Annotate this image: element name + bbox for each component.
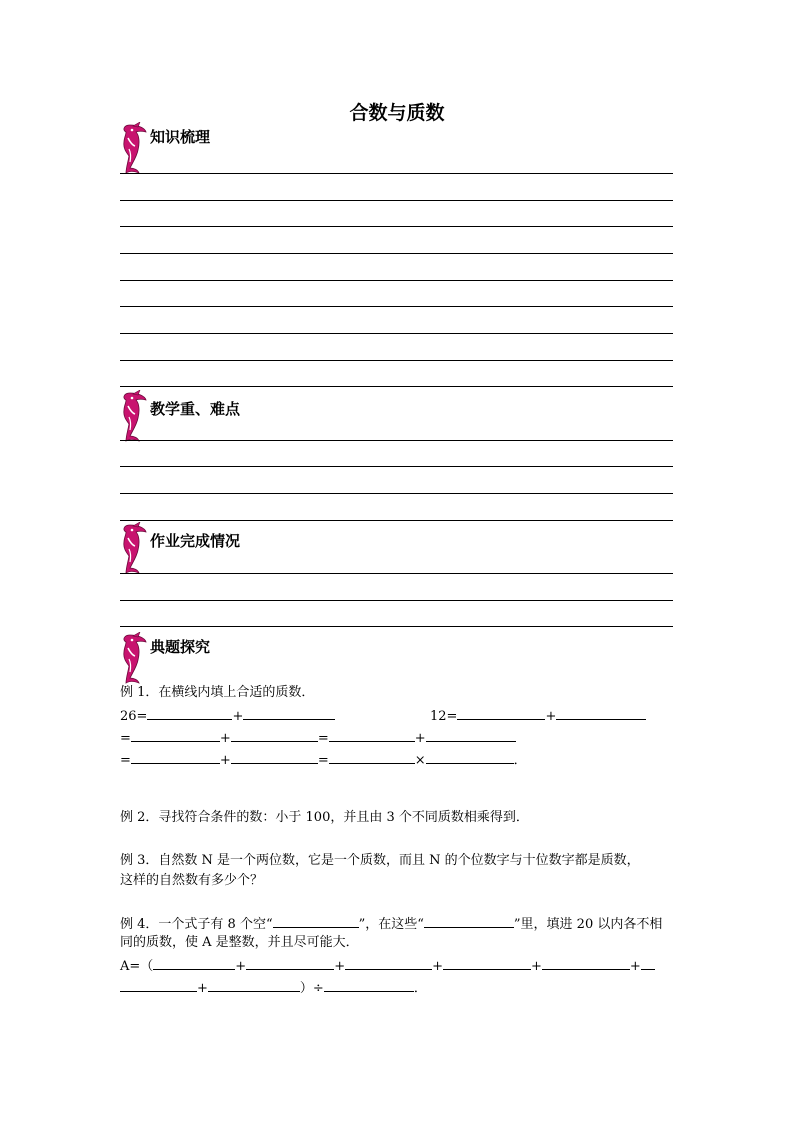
writing-line bbox=[120, 386, 673, 387]
answer-blank[interactable] bbox=[153, 955, 235, 970]
answer-blank[interactable] bbox=[131, 749, 220, 764]
example-1-line-1b: 12= + bbox=[430, 705, 646, 727]
example-1-line-2: = + = + bbox=[120, 727, 516, 749]
example-4-expression-line-1: A=（ + + + + + bbox=[120, 955, 655, 977]
section-key-points bbox=[118, 390, 418, 442]
writing-line bbox=[120, 440, 673, 441]
section-homework bbox=[118, 522, 418, 574]
section-label: 知识梳理 bbox=[150, 128, 211, 146]
answer-blank[interactable] bbox=[641, 955, 655, 970]
writing-line bbox=[120, 200, 673, 201]
answer-blank[interactable] bbox=[243, 705, 335, 720]
writing-line bbox=[120, 173, 673, 174]
answer-blank[interactable] bbox=[329, 749, 415, 764]
writing-line bbox=[120, 280, 673, 281]
answer-blank[interactable] bbox=[556, 705, 646, 720]
section-label: 教学重、难点 bbox=[150, 400, 241, 418]
example-3-question-line-1: 例 3．自然数 N 是一个两位数，它是一个质数，而且 N 的个位数字与十位数字都是质数， bbox=[120, 853, 640, 868]
writing-line bbox=[120, 306, 673, 307]
writing-line bbox=[120, 626, 673, 627]
example-1-line-3: = + = × ． bbox=[120, 749, 527, 771]
answer-blank bbox=[273, 913, 359, 928]
example-4-question-line-2: 同的质数，使 A 是整数，并且尽可能大． bbox=[120, 935, 359, 950]
answer-blank[interactable] bbox=[426, 749, 514, 764]
answer-blank[interactable] bbox=[345, 955, 432, 970]
answer-blank[interactable] bbox=[231, 749, 318, 764]
section-examples bbox=[118, 632, 418, 684]
section-label: 作业完成情况 bbox=[150, 532, 241, 550]
answer-blank[interactable] bbox=[246, 955, 334, 970]
example-1-question: 例 1．在横线内填上合适的质数． bbox=[120, 685, 315, 700]
writing-line bbox=[120, 466, 673, 467]
answer-blank[interactable] bbox=[542, 955, 630, 970]
answer-blank[interactable] bbox=[324, 977, 414, 992]
writing-line bbox=[120, 226, 673, 227]
answer-blank[interactable] bbox=[426, 727, 516, 742]
page-title: 合数与质数 bbox=[349, 102, 445, 124]
writing-line bbox=[120, 333, 673, 334]
section-knowledge bbox=[118, 122, 418, 174]
answer-blank[interactable] bbox=[147, 705, 232, 720]
answer-blank[interactable] bbox=[329, 727, 415, 742]
answer-blank[interactable] bbox=[457, 705, 545, 720]
example-4-question-line-1: 例 4．一个式子有 8 个空“ ”，在这些“ ”里，填进 20 以内各不相 bbox=[120, 913, 662, 935]
example-4-expression-line-2: + ）÷ ． bbox=[120, 977, 427, 999]
example-2-question: 例 2．寻找符合条件的数：小于 100，并且由 3 个不同质数相乘得到． bbox=[120, 810, 529, 825]
dolphin-icon bbox=[118, 522, 148, 574]
writing-line bbox=[120, 573, 673, 574]
answer-blank[interactable] bbox=[443, 955, 531, 970]
answer-blank bbox=[424, 913, 514, 928]
answer-blank[interactable] bbox=[231, 727, 318, 742]
writing-line bbox=[120, 520, 673, 521]
section-label: 典题探究 bbox=[150, 638, 211, 656]
example-1-line-1: 26= + bbox=[120, 705, 335, 727]
dolphin-icon bbox=[118, 632, 148, 684]
answer-blank[interactable] bbox=[208, 977, 300, 992]
answer-blank[interactable] bbox=[131, 727, 220, 742]
dolphin-icon bbox=[118, 390, 148, 442]
writing-line bbox=[120, 600, 673, 601]
writing-line bbox=[120, 493, 673, 494]
example-3-question-line-2: 这样的自然数有多少个？ bbox=[120, 873, 264, 888]
dolphin-icon bbox=[118, 122, 148, 174]
answer-blank[interactable] bbox=[120, 977, 197, 992]
writing-line bbox=[120, 253, 673, 254]
writing-line bbox=[120, 360, 673, 361]
